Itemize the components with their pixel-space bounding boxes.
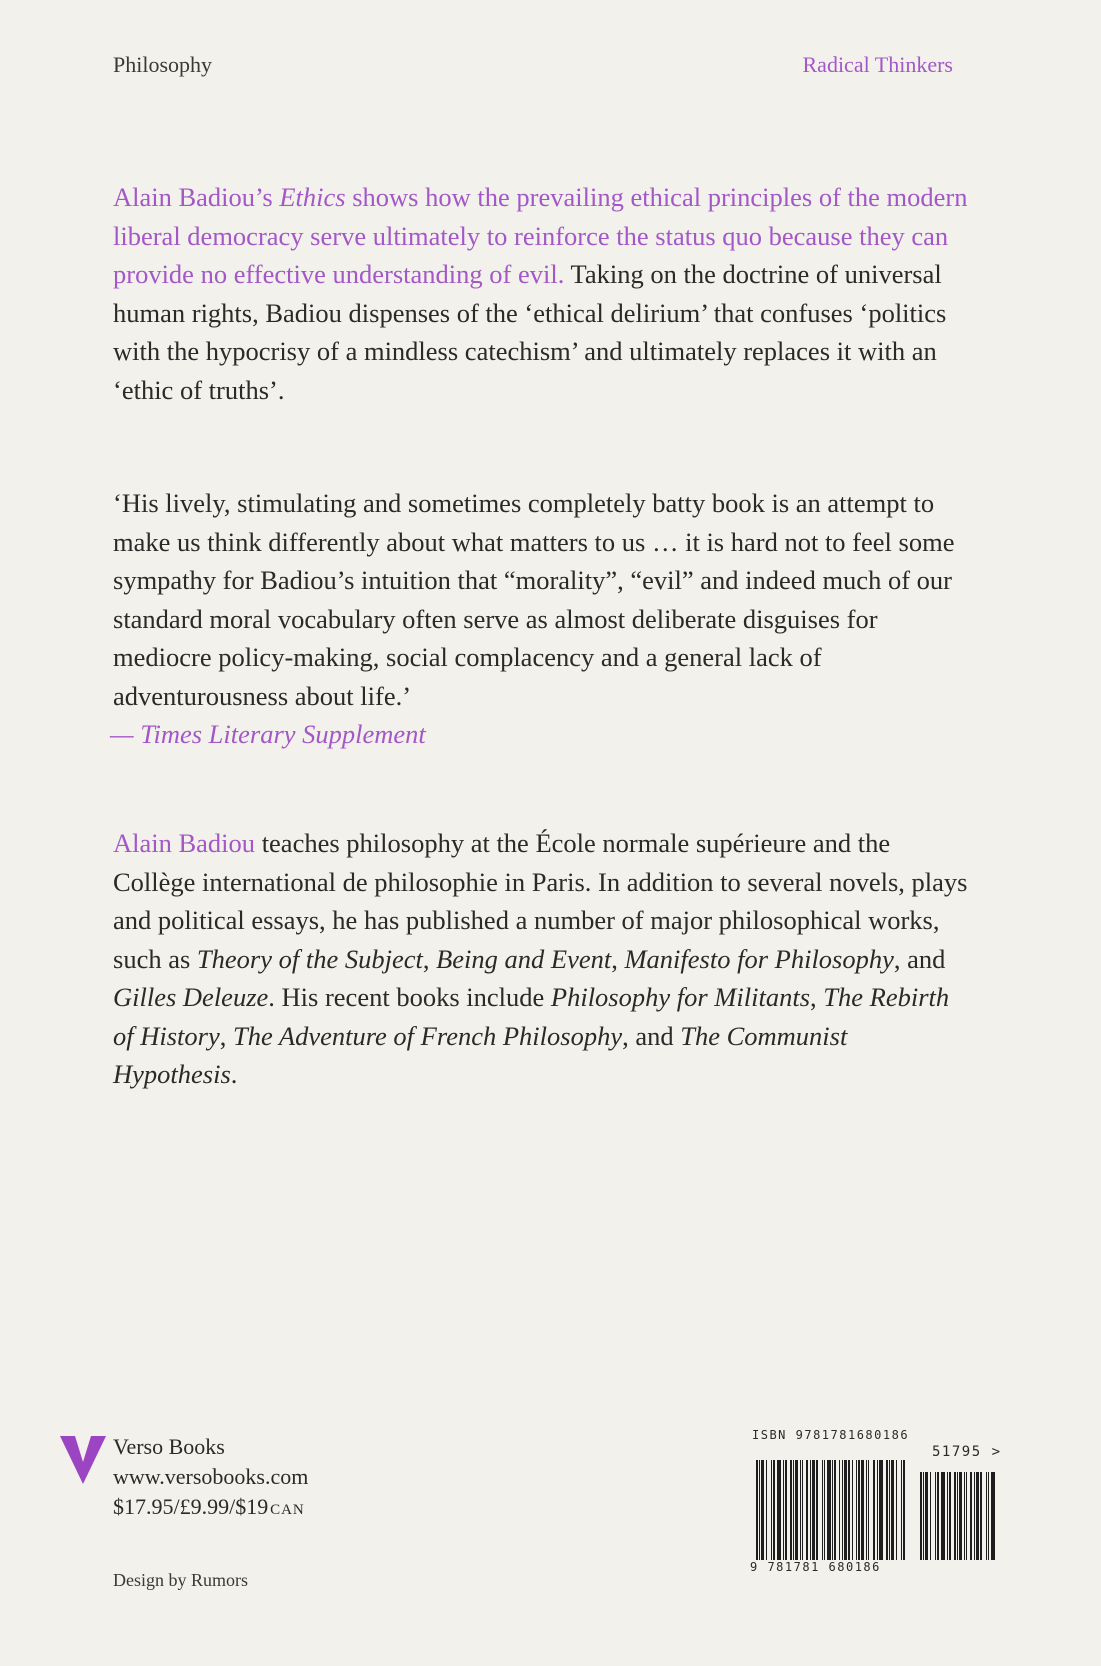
series-label: Radical Thinkers <box>802 52 953 77</box>
barcode-bar <box>964 1472 965 1560</box>
bio-recent-work: The Rebirth of History <box>113 982 950 1051</box>
barcode-bar <box>901 1460 902 1560</box>
barcode-bar <box>868 1460 869 1560</box>
barcode-area <box>748 1424 1008 1574</box>
blurb-lead-rest: shows how the prevailing ethical principles of the modern liberal democracy serve ultimately to reinforce the status quo because they can provide no effective understanding of evil. <box>113 182 968 289</box>
isbn-label: ISBN 9781781680186 <box>752 1428 910 1442</box>
barcode-bar <box>806 1460 808 1560</box>
bio-recent-work: The Adventure of French Philosophy <box>233 1020 623 1051</box>
author-bio: Alain Badiou teaches philosophy at the École normale supérieure and the Collège international de philosophie in Paris. In addition to several novels, plays and political essays, he has published a number of major philosophical works, such as Theory of the Subject, Being and Event, Manifesto for Philosophy, and Gilles Deleuze. His recent books include Philosophy for Militants, The Rebirth of History, The Adventure of French Philosophy, and The Communist Hypothesis. <box>113 828 968 1089</box>
barcode-bar <box>941 1472 945 1560</box>
barcode-bar <box>793 1460 794 1560</box>
barcode-bar <box>947 1472 948 1560</box>
bio-work: Being and Event <box>436 943 612 974</box>
barcode-bar <box>773 1460 775 1560</box>
price: $17.95/£9.99/$19 <box>113 1494 269 1519</box>
barcode-bar <box>756 1460 758 1560</box>
barcode-bar <box>873 1460 875 1560</box>
bio-text-1: teaches philosophy at the École normale supérieure and the Collège international de philosophie in Paris. In addition to several novels, plays and political essays, he has published a number of major philosophical works, such as <box>113 828 968 974</box>
bio-work: Manifesto for Philosophy <box>624 943 894 974</box>
barcode-digits: 9 781781 680186 <box>750 1560 881 1574</box>
barcode-bar <box>991 1472 995 1560</box>
publisher-lines <box>113 1432 308 1525</box>
description-blurb <box>113 178 973 409</box>
barcode-bar <box>949 1472 951 1560</box>
barcode-bar <box>957 1472 958 1560</box>
review-quote: ‘His lively, stimulating and sometimes completely batty book is an attempt to make us think differently about what matters to us … it is hard not to feel some sympathy for Badiou’s intuition that “morality”, “evil” and indeed much of our standard moral vocabulary often serve as almost deliberate disguises for mediocre policy-making, social complacency and a general lack of adventurousness about life.’ <box>113 488 955 711</box>
bio-recent-work: The Communist Hypothesis <box>113 1020 848 1089</box>
verso-logo-shape <box>60 1436 106 1484</box>
barcode-bar <box>802 1460 803 1560</box>
barcode-bar <box>937 1472 939 1560</box>
barcode-bar <box>812 1460 815 1560</box>
barcode-bar <box>771 1460 772 1560</box>
design-credit: Design by Rumors <box>113 1570 248 1590</box>
barcode-bar <box>856 1460 857 1560</box>
barcode-bar <box>959 1472 962 1560</box>
barcode-bar <box>759 1460 760 1560</box>
barcode-bar <box>891 1460 894 1560</box>
barcode-bar <box>795 1460 798 1560</box>
barcode-bar <box>954 1472 956 1560</box>
barcode-bar <box>790 1460 792 1560</box>
barcode-bar <box>777 1460 781 1560</box>
barcode-bar <box>866 1460 867 1560</box>
publisher-name: Verso Books <box>113 1434 225 1459</box>
bio-text-2: His recent books include <box>281 982 545 1012</box>
barcode-bar <box>886 1460 888 1560</box>
barcode-bar <box>852 1460 853 1560</box>
barcode-bar <box>844 1460 847 1560</box>
review-source: — Times Literary Supplement <box>110 719 426 749</box>
barcode-bar <box>896 1460 897 1560</box>
barcode-bar <box>877 1460 878 1560</box>
bio-author-name: Alain Badiou <box>113 828 256 858</box>
price-line <box>113 1492 308 1525</box>
publisher-url: www.versobooks.com <box>113 1464 309 1489</box>
verso-logo-icon <box>60 1434 106 1486</box>
barcode-bar <box>824 1460 825 1560</box>
barcode-bar <box>925 1472 928 1560</box>
barcode-bar <box>879 1460 883 1560</box>
barcode-icon <box>748 1460 1008 1560</box>
category-label: Philosophy <box>113 52 213 77</box>
barcode-bar <box>822 1460 823 1560</box>
barcode-bar <box>766 1460 767 1560</box>
barcode-bar <box>889 1460 890 1560</box>
price-currency: CAN <box>270 1502 305 1518</box>
barcode-bar <box>903 1460 905 1560</box>
barcode-bar <box>848 1460 850 1560</box>
barcode-bar <box>930 1472 931 1560</box>
barcode-bar <box>783 1460 784 1560</box>
barcode-bar <box>966 1472 967 1560</box>
barcode-bar <box>842 1460 843 1560</box>
barcode-bar <box>816 1460 818 1560</box>
barcode-bar <box>832 1460 833 1560</box>
blurb-author: Alain Badiou’s <box>113 182 273 212</box>
review-quote-block <box>110 484 973 754</box>
barcode-bar <box>810 1460 811 1560</box>
bio-work: Gilles Deleuze <box>113 982 269 1012</box>
bio-work: Theory of the Subject <box>196 943 423 974</box>
barcode-bar <box>858 1460 860 1560</box>
barcode-bar <box>988 1472 989 1560</box>
blurb-body: Taking on the doctrine of universal human rights, Badiou dispenses of the ‘ethical delirium’ that confuses ‘politics with the hypocrisy of a mindless catechism’ and ultimately replaces it with an ‘ethic of truths’. <box>113 259 947 405</box>
barcode-bar <box>980 1472 982 1560</box>
barcode-bar <box>974 1472 975 1560</box>
barcode-bar <box>970 1472 972 1560</box>
barcode-bar <box>839 1460 840 1560</box>
barcode-bar <box>920 1472 922 1560</box>
barcode-bar <box>834 1460 836 1560</box>
blurb-title: Ethics <box>279 182 346 212</box>
bio-recent-work: Philosophy for Militants <box>550 982 811 1012</box>
barcode-bar <box>986 1472 987 1560</box>
barcode-bar <box>976 1472 979 1560</box>
price-code: 51795 > <box>932 1444 1002 1460</box>
barcode-bar <box>861 1460 864 1560</box>
barcode-bar <box>827 1460 831 1560</box>
barcode-bar <box>935 1472 936 1560</box>
barcode-bar <box>785 1460 787 1560</box>
barcode-bar <box>800 1460 801 1560</box>
barcode-bar <box>923 1472 924 1560</box>
barcode-bar <box>761 1460 764 1560</box>
